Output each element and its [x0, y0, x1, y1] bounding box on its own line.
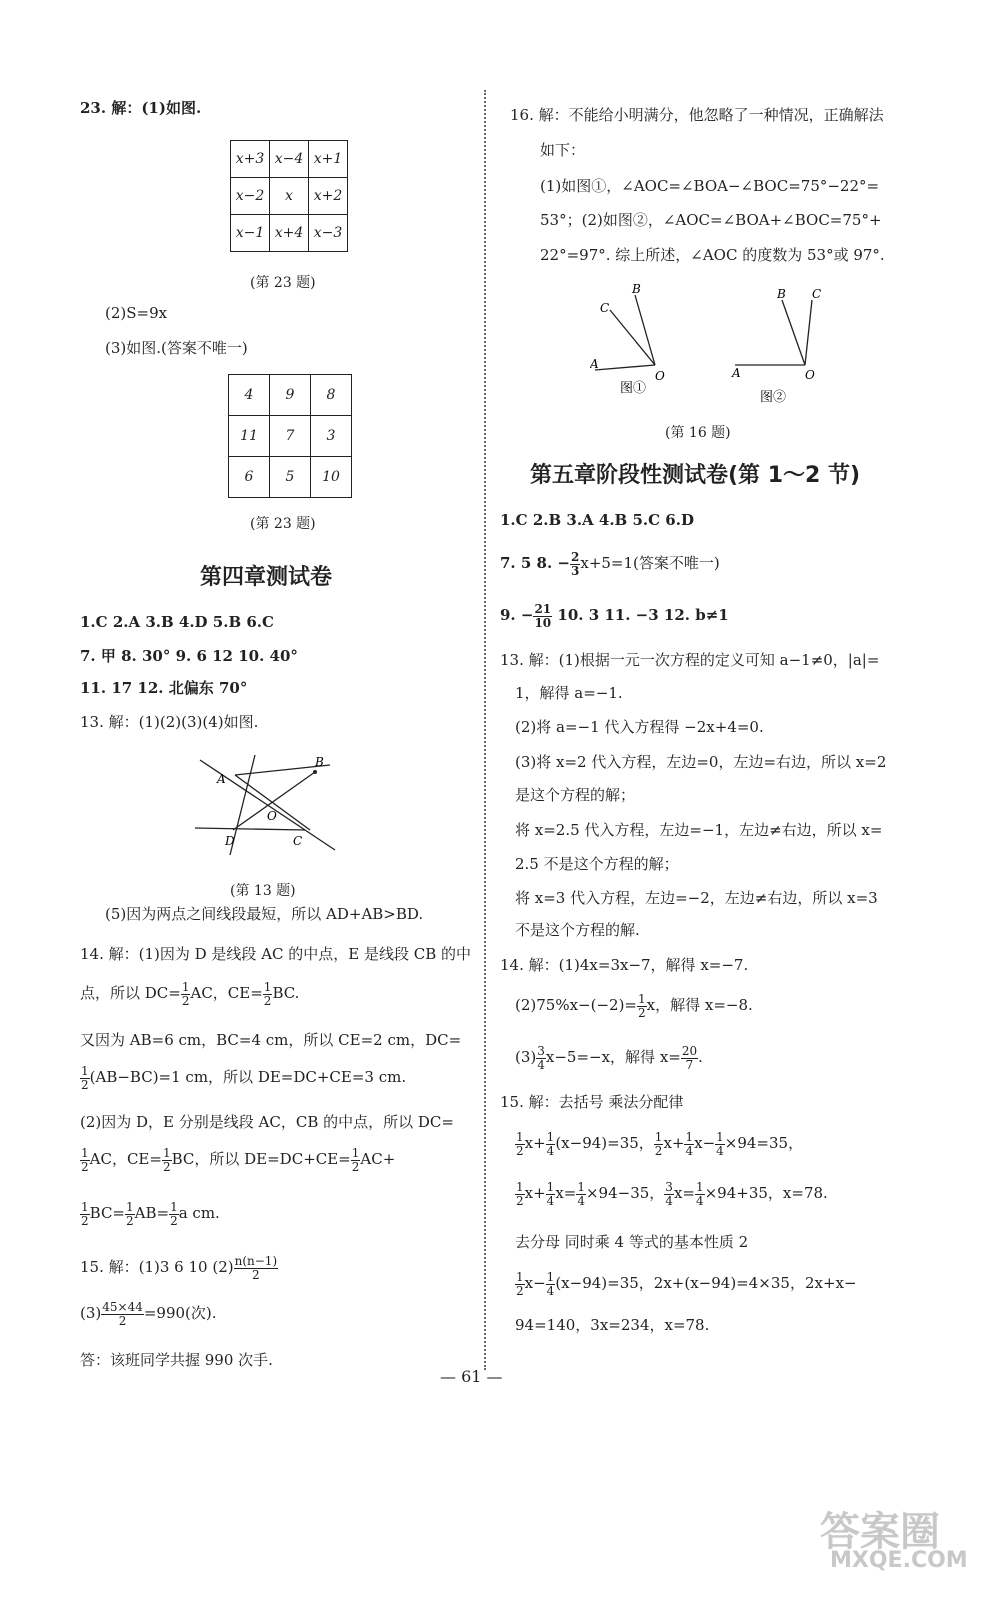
fig16b-label-B: B [777, 287, 786, 301]
q13-heading: 13. 解：(1)(2)(3)(4)如图. [80, 713, 259, 731]
q14-line1: 14. 解：(1)因为 D 是线段 AC 的中点，E 是线段 CB 的中 [80, 945, 472, 963]
q16-line4: 53°；(2)如图②，∠AOC=∠BOA+∠BOC=75°+ [540, 211, 882, 229]
column-divider [484, 90, 486, 1370]
chapter4-title: 第四章测试卷 [200, 565, 333, 590]
ch5-q14-line1: 14. 解：(1)4x=3x−7，解得 x=−7. [500, 956, 749, 974]
fig16a-label-B: B [632, 282, 641, 296]
ch5-q13-line6: 将 x=2.5 代入方程，左边=−1，左边≠右边，所以 x= [515, 821, 883, 839]
page-number: — 61 — [440, 1367, 503, 1386]
q14-line5: (2)因为 D，E 分别是线段 AC，CB 的中点，所以 DC= [80, 1113, 454, 1131]
ch5-text-b: x+5=1(答案不唯一) [580, 554, 720, 572]
q13-part5: (5)因为两点之间线段最短，所以 AD+AB>BD. [105, 905, 424, 923]
fraction-20-7: $\frac{20}{7}$ [681, 1043, 698, 1072]
ch5-q13-line9: 不是这个方程的解. [515, 921, 640, 939]
fraction-half: $\frac{1}{2}$ [654, 1129, 663, 1158]
grid-cell: x+3 [231, 141, 270, 178]
grid-cell: 5 [270, 457, 311, 498]
fig13-label-C: C [293, 834, 303, 848]
q23-part3: (3)如图.(答案不唯一) [105, 339, 248, 357]
q16-line3: (1)如图①，∠AOC=∠BOA−∠BOC=75°−22°= [540, 177, 880, 195]
ch5-q15-line4: 去分母 同时乘 4 等式的基本性质 2 [515, 1233, 749, 1251]
fraction-half: $\frac{1}{2}$ [638, 991, 646, 1020]
ch5-q13-line5: 是这个方程的解； [515, 786, 636, 804]
ch5-q15-line2: $\frac{1}{2}$ x+ $\frac{1}{4}$ (x−94)=35， $\frac{1}{2}$ x+ $\frac{1}{4}$ x− $\frac{1}{4}$ ×94=35， [516, 1129, 804, 1158]
figure-13 [195, 750, 345, 860]
fraction-half: $\frac{1}{2}$ [170, 1199, 178, 1228]
fig13-label-A: A [217, 772, 226, 786]
fraction-quarter: $\frac{1}{4}$ [546, 1129, 555, 1158]
fraction-3-4: $\frac{3}{4}$ [537, 1043, 545, 1072]
q14-text-c: BC. [272, 984, 300, 1002]
grid-cell: 10 [311, 457, 352, 498]
caption-16: (第 16 题) [665, 425, 731, 441]
q15-text-c: =990(次). [143, 1304, 217, 1322]
ch5-q14-line3 [515, 1042, 703, 1072]
q16-line5: 22°=97°. 综上所述，∠AOC 的度数为 53°或 97°. [540, 246, 885, 264]
fig16a-label-C: C [600, 301, 610, 315]
q14-text-e: AC，CE= [89, 1150, 162, 1168]
grid-cell: 8 [311, 375, 352, 416]
fig16b-caption: 图② [760, 390, 787, 405]
q14-text-b: AC，CE= [190, 984, 263, 1002]
ch5-answers-7-8 [500, 548, 720, 578]
ch5-q14-text-d: x−5=−x，解得 x= [545, 1048, 681, 1066]
q14-line4 [80, 1062, 406, 1092]
fraction-quarter: $\frac{1}{4}$ [716, 1129, 724, 1158]
grid-cell: x+1 [309, 141, 348, 178]
ch5-q14-text-a: (2)75%x−(−2)= [515, 996, 637, 1014]
q15-line1 [80, 1252, 278, 1282]
q14-text-d: (AB−BC)=1 cm，所以 DE=DC+CE=3 cm. [89, 1068, 407, 1086]
fig13-label-O: O [267, 809, 277, 823]
fraction-half: $\frac{1}{2}$ [81, 1145, 89, 1174]
ch5-q15-line3: $\frac{1}{2}$ x+ $\frac{1}{4}$ x= $\frac{1}{4}$ ×94−35， $\frac{3}{4}$ x= $\frac{1}{4}$ ×94+35，x=78. [516, 1179, 828, 1208]
ch5-q15-line5: $\frac{1}{2}$ x− $\frac{1}{4}$ (x−94)=35，2x+(x−94)=4×35，2x+x− [516, 1269, 857, 1298]
fig16a-caption: 图① [620, 381, 647, 395]
fig16a-label-O: O [655, 369, 665, 383]
table-grid-23b [228, 374, 352, 498]
grid-cell: 9 [270, 375, 311, 416]
fig13-label-B: B [315, 755, 324, 769]
ch5-q13-line1: 13. 解：(1)根据一元一次方程的定义可知 a−1≠0，|a|= [500, 651, 880, 669]
q15-text-a: 15. 解：(1)3 6 10 (2) [80, 1258, 234, 1276]
fraction-half: $\frac{1}{2}$ [162, 1145, 171, 1174]
q16-line1: 16. 解：不能给小明满分，他忽略了一种情况，正确解法 [510, 106, 884, 124]
ch5-q13-line4: (3)将 x=2 代入方程，左边=0，左边=右边，所以 x=2 [515, 753, 887, 771]
q23-part2: (2)S=9x [105, 304, 168, 322]
grid-cell: x [270, 178, 309, 215]
fraction-21-10: $\frac{21}{10}$ [534, 601, 552, 630]
fig16b-label-A: A [732, 366, 741, 380]
fig16b-label-O: O [805, 368, 815, 382]
grid-cell: 3 [311, 416, 352, 457]
fig13-label-D: D [225, 834, 235, 848]
q15-text-b: (3) [80, 1304, 102, 1322]
ch5-q14-text-b: x，解得 x=−8. [646, 996, 753, 1014]
answers-7-10: 7. 甲 8. 30° 9. 6 12 10. 40° [80, 647, 298, 665]
grid-cell: 4 [229, 375, 270, 416]
fraction-2-3: $\frac{2}{3}$ [571, 549, 580, 578]
fraction-half: $\frac{1}{2}$ [81, 1063, 89, 1092]
fraction-quarter: $\frac{1}{4}$ [577, 1179, 585, 1208]
grid-cell: x−1 [231, 215, 270, 252]
q14-text-i: AB= [134, 1204, 170, 1222]
q23-heading: 23. 解：(1)如图. [80, 99, 202, 117]
ch5-q13-line3: (2)将 a=−1 代入方程得 −2x+4=0. [515, 718, 764, 736]
ch5-q15-line1: 15. 解：去括号 乘法分配律 [500, 1093, 684, 1111]
fraction-half: $\frac{1}{2}$ [351, 1145, 360, 1174]
q14-text-h: BC= [89, 1204, 125, 1222]
fig16b-label-C: C [812, 287, 822, 301]
fraction-quarter: $\frac{1}{4}$ [695, 1179, 704, 1208]
q14-text-j: a cm. [178, 1204, 220, 1222]
grid-cell: x−2 [231, 178, 270, 215]
ch5-q14-text-c: (3) [515, 1048, 537, 1066]
ch5-q15-line6: 94=140，3x=234，x=78. [515, 1316, 710, 1334]
fraction-n-n-minus-1: $\frac{n(n-1)}{2}$ [234, 1253, 278, 1282]
grid-row [231, 215, 348, 252]
table-grid-23a [230, 140, 348, 252]
figure-16-1 [590, 280, 690, 395]
q14-text-g: AC+ [360, 1150, 396, 1168]
watermark-logo: 答案圈 [820, 1509, 940, 1555]
ch5-q14-text-e: . [698, 1048, 703, 1066]
ch5-answers-1-6: 1.C 2.B 3.A 4.B 5.C 6.D [500, 511, 694, 529]
fraction-quarter: $\frac{1}{4}$ [685, 1129, 694, 1158]
caption-23b: (第 23 题) [250, 516, 316, 532]
ch5-text-a: 7. 5 8. − [500, 554, 570, 572]
grid-cell: x+2 [309, 178, 348, 215]
ch5-text-c: 9. − [500, 606, 534, 624]
fraction-half: $\frac{1}{2}$ [181, 979, 190, 1008]
grid-cell: x−4 [270, 141, 309, 178]
q14-line2 [80, 978, 299, 1008]
answers-1-6: 1.C 2.A 3.B 4.D 5.B 6.C [80, 613, 274, 631]
ch5-q14-line2 [515, 990, 753, 1020]
grid-cell: x−3 [309, 215, 348, 252]
q14-text-f: BC，所以 DE=DC+CE= [171, 1150, 351, 1168]
chapter5-title: 第五章阶段性测试卷(第 1～2 节) [530, 463, 861, 488]
grid-cell: 11 [229, 416, 270, 457]
fraction-half: $\frac{1}{2}$ [516, 1179, 524, 1208]
caption-13: (第 13 题) [230, 883, 296, 899]
ch5-q13-line7: 2.5 不是这个方程的解； [515, 855, 679, 873]
fig16a-label-A: A [590, 357, 599, 371]
answers-11-12: 11. 17 12. 北偏东 70° [80, 679, 248, 697]
grid-row [229, 375, 352, 416]
grid-row [231, 141, 348, 178]
fraction-half: $\frac{1}{2}$ [263, 979, 272, 1008]
ch5-text-d: 10. 3 11. −3 12. b≠1 [552, 606, 729, 624]
ch5-answers-9-12 [500, 600, 729, 630]
grid-cell: x+4 [270, 215, 309, 252]
fraction-45x44: $\frac{45\times 44}{2}$ [102, 1299, 143, 1328]
fraction-3-4: $\frac{3}{4}$ [665, 1179, 673, 1208]
figure-16-2 [730, 285, 840, 405]
q14-text-a: 点，所以 DC= [80, 984, 181, 1002]
fraction-half: $\frac{1}{2}$ [516, 1129, 524, 1158]
grid-row [231, 178, 348, 215]
grid-row [229, 457, 352, 498]
q14-line7 [80, 1198, 220, 1228]
q15-line2 [80, 1298, 217, 1328]
watermark-url: MXQE.COM [830, 1548, 968, 1573]
grid-row [229, 416, 352, 457]
ch5-q13-line8: 将 x=3 代入方程，左边=−2，左边≠右边，所以 x=3 [515, 889, 878, 907]
caption-23a: (第 23 题) [250, 275, 316, 291]
q16-line2: 如下： [540, 141, 586, 159]
fraction-half: $\frac{1}{2}$ [516, 1269, 524, 1298]
q15-answer: 答：该班同学共握 990 次手. [80, 1351, 273, 1369]
q14-line3: 又因为 AB=6 cm，BC=4 cm，所以 CE=2 cm，DC= [80, 1031, 462, 1049]
ch5-q13-line2: 1，解得 a=−1. [515, 684, 623, 702]
q14-line6 [80, 1144, 395, 1174]
fraction-quarter: $\frac{1}{4}$ [546, 1269, 555, 1298]
fraction-half: $\frac{1}{2}$ [126, 1199, 134, 1228]
fraction-quarter: $\frac{1}{4}$ [546, 1179, 555, 1208]
fraction-half: $\frac{1}{2}$ [81, 1199, 89, 1228]
grid-cell: 7 [270, 416, 311, 457]
grid-cell: 6 [229, 457, 270, 498]
